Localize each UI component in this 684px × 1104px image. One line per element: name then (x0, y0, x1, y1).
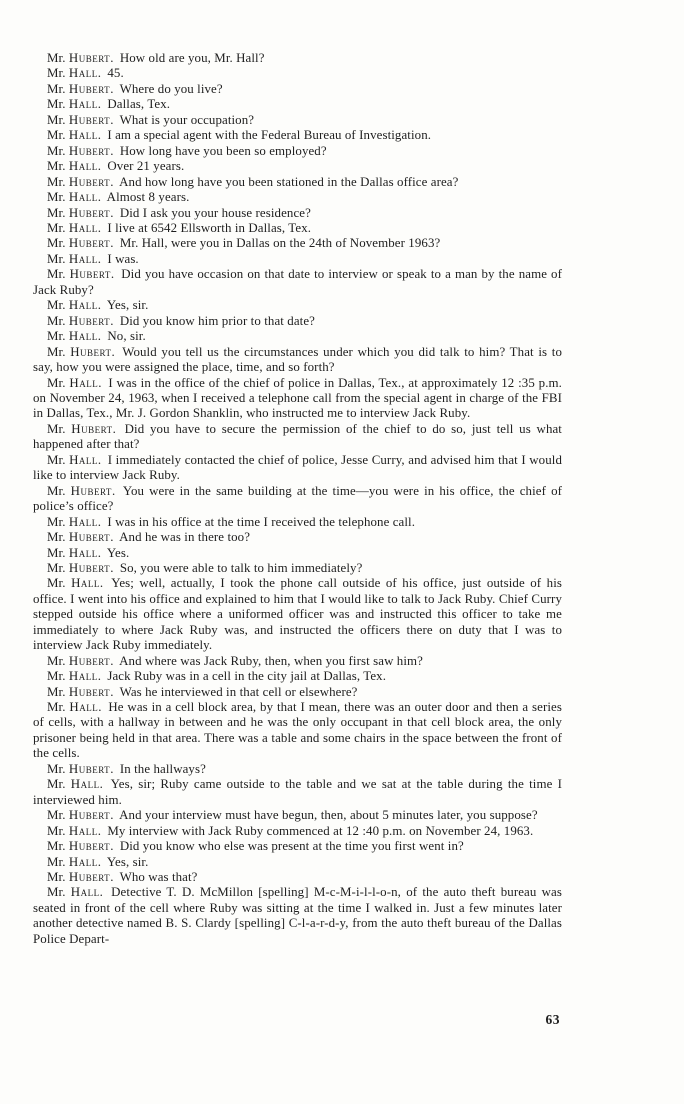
dialogue-paragraph (33, 113, 562, 128)
speaker-name: Mr. Hubert. (47, 870, 114, 885)
speaker-name: Mr. Hubert. (47, 205, 114, 220)
utterance-text: I was in the office of the chief of police in Dallas, Tex., at approximately 12 :35 p.m. on November 24, 1963, when I received a telephone call from the special agent in charge of the FBI in Dallas, Tex., Mr. J. Gordon Shanklin, who instructed me to interview Jack Ruby. (33, 375, 563, 421)
speaker-name: Mr. Hall. (47, 220, 102, 235)
speaker-name: Mr. Hubert. (47, 112, 114, 127)
speaker-name: Mr. Hall. (47, 576, 104, 591)
utterance-text: What is your occupation? (116, 112, 255, 127)
utterance-text: Dallas, Tex. (104, 97, 171, 112)
utterance-text: No, sir. (104, 329, 146, 344)
utterance-text: How long have you been so employed? (116, 143, 327, 158)
speaker-name: Mr. Hubert. (47, 174, 114, 189)
dialogue-paragraph (33, 298, 562, 313)
dialogue-paragraph (33, 144, 562, 159)
utterance-text: Over 21 years. (104, 159, 185, 174)
speaker-name: Mr. Hall. (47, 452, 102, 467)
speaker-name: Mr. Hall. (47, 298, 102, 313)
dialogue-paragraph (33, 190, 562, 205)
dialogue-paragraph (33, 422, 562, 453)
utterance-text: Yes, sir; Ruby came outside to the table and we sat at the table during the time I interviewed him. (33, 777, 563, 807)
dialogue-paragraph (33, 314, 562, 329)
speaker-name: Mr. Hall. (47, 854, 102, 869)
utterance-text: Did you know him prior to that date? (116, 313, 315, 328)
speaker-name: Mr. Hall. (47, 885, 103, 900)
speaker-name: Mr. Hubert. (47, 344, 115, 359)
dialogue-paragraph (33, 762, 562, 777)
utterance-text: Almost 8 years. (104, 190, 190, 205)
utterance-text: Yes, sir. (104, 298, 149, 313)
speaker-name: Mr. Hall. (47, 514, 102, 529)
speaker-name: Mr. Hubert. (47, 808, 114, 823)
speaker-name: Mr. Hall. (47, 159, 102, 174)
utterance-text: My interview with Jack Ruby commenced at 12 :40 p.m. on November 24, 1963. (104, 823, 534, 838)
speaker-name: Mr. Hubert. (47, 267, 115, 282)
speaker-name: Mr. Hall. (47, 251, 102, 266)
speaker-name: Mr. Hubert. (47, 684, 114, 699)
page-number: 63 (545, 1012, 560, 1027)
dialogue-paragraph (33, 530, 562, 545)
utterance-text: I was in his office at the time I received the telephone call. (104, 514, 416, 529)
dialogue-paragraph (33, 700, 562, 762)
utterance-text: Did you know who else was present at the time you first went in? (116, 839, 464, 854)
speaker-name: Mr. Hall. (47, 190, 102, 205)
speaker-name: Mr. Hall. (47, 375, 102, 390)
speaker-name: Mr. Hubert. (47, 81, 114, 96)
utterance-text: Was he interviewed in that cell or elsewhere? (116, 684, 358, 699)
dialogue-paragraph (33, 777, 562, 808)
speaker-name: Mr. Hall. (47, 97, 102, 112)
utterance-text: Did you have occasion on that date to interview or speak to a man by the name of Jack Ruby? (33, 267, 562, 297)
dialogue-paragraph (33, 561, 562, 576)
dialogue-paragraph (33, 66, 562, 81)
utterance-text: Yes; well, actually, I took the phone call outside of his office, just outside of his office. I went into his office and explained to him that I would like to talk to Jack Ruby. Chief Curry stepped outside his office where a uniformed officer was and instructed this officer to take me immediately to where Jack Ruby was, and instructed the officers there on duty that I was to interview Jack Ruby immediately. (33, 576, 562, 653)
dialogue-paragraph (33, 885, 562, 947)
speaker-name: Mr. Hubert. (47, 421, 116, 436)
utterance-text: And he was in there too? (116, 530, 251, 545)
utterance-text: You were in the same building at the time—you were in his office, the chief of police’s office? (33, 483, 563, 514)
speaker-name: Mr. Hubert. (47, 483, 116, 498)
dialogue-paragraph (33, 669, 562, 684)
dialogue-paragraph (33, 855, 562, 870)
dialogue-paragraph (33, 654, 562, 669)
dialogue-paragraph (33, 175, 562, 190)
utterance-text: Did I ask you your house residence? (116, 205, 311, 220)
speaker-name: Mr. Hall. (47, 545, 102, 560)
speaker-name: Mr. Hubert. (47, 560, 114, 575)
dialogue-paragraph (33, 824, 562, 839)
utterance-text: Would you tell us the circumstances under which you did talk to him? That is to say, how you were assigned the place, time, and so forth? (33, 344, 562, 375)
speaker-name: Mr. Hubert. (47, 761, 114, 776)
speaker-name: Mr. Hall. (47, 823, 102, 838)
utterance-text: Detective T. D. McMillon [spelling] M-c-M-i-l-l-o-n, of the auto theft bureau was seated in front of the cell where Ruby was sitting at the time I walked in. Just a few minutes later another detective named B. S. Clardy [spelling] C-l-a-r-d-y, from the auto theft bureau of the Dallas Police Depart- (33, 885, 562, 946)
speaker-name: Mr. Hall. (47, 700, 102, 715)
speaker-name: Mr. Hall. (47, 128, 102, 143)
utterance-text: Who was that? (116, 870, 198, 885)
utterance-text: And your interview must have begun, then, about 5 minutes later, you suppose? (116, 808, 538, 823)
dialogue-paragraph (33, 51, 562, 66)
dialogue-paragraph (33, 576, 562, 653)
utterance-text: And how long have you been stationed in the Dallas office area? (116, 174, 459, 189)
speaker-name: Mr. Hall. (47, 66, 102, 81)
speaker-name: Mr. Hall. (47, 669, 102, 684)
utterance-text: Mr. Hall, were you in Dallas on the 24th of November 1963? (116, 236, 441, 251)
dialogue-paragraph (33, 453, 562, 484)
dialogue-paragraph (33, 546, 562, 561)
dialogue-paragraph (33, 236, 562, 251)
dialogue-paragraph (33, 329, 562, 344)
utterance-text: I immediately contacted the chief of police, Jesse Curry, and advised him that I would like to interview Jack Ruby. (33, 452, 562, 483)
utterance-text: Did you have to secure the permission of the chief to do so, just tell us what happened after that? (33, 421, 562, 452)
utterance-text: In the hallways? (116, 761, 206, 776)
speaker-name: Mr. Hubert. (47, 313, 114, 328)
utterance-text: Yes. (104, 545, 130, 560)
utterance-text: I live at 6542 Ellsworth in Dallas, Tex. (104, 220, 312, 235)
utterance-text: And where was Jack Ruby, then, when you first saw him? (116, 653, 423, 668)
speaker-name: Mr. Hubert. (47, 236, 114, 251)
utterance-text: So, you were able to talk to him immediately? (116, 560, 363, 575)
dialogue-paragraph (33, 808, 562, 823)
dialogue-paragraph (33, 159, 562, 174)
speaker-name: Mr. Hubert. (47, 839, 114, 854)
speaker-name: Mr. Hall. (47, 329, 102, 344)
speaker-name: Mr. Hubert. (47, 51, 114, 65)
utterance-text: 45. (104, 66, 124, 81)
dialogue-paragraph (33, 221, 562, 236)
dialogue-paragraph (33, 685, 562, 700)
speaker-name: Mr. Hubert. (47, 530, 114, 545)
speaker-name: Mr. Hall. (47, 777, 103, 792)
dialogue-paragraph (33, 128, 562, 143)
utterance-text: Jack Ruby was in a cell in the city jail at Dallas, Tex. (104, 669, 387, 684)
dialogue-paragraph (33, 82, 562, 97)
dialogue-paragraph (33, 515, 562, 530)
speaker-name: Mr. Hubert. (47, 653, 114, 668)
utterance-text: I was. (104, 251, 139, 266)
dialogue-paragraph (33, 97, 562, 112)
utterance-text: He was in a cell block area, by that I mean, there was an outer door and then a series of cells, with a hallway in between and he was the only occupant in that cell block area, the only prisoner being held in that area. There was a table and some chairs in the space between the front of the cells. (33, 700, 562, 761)
transcript-body (33, 51, 562, 947)
dialogue-paragraph (33, 345, 562, 376)
utterance-text: How old are you, Mr. Hall? (116, 51, 265, 65)
utterance-text: Where do you live? (116, 81, 223, 96)
utterance-text: Yes, sir. (104, 854, 149, 869)
dialogue-paragraph (33, 252, 562, 267)
dialogue-paragraph (33, 839, 562, 854)
dialogue-paragraph (33, 267, 562, 298)
utterance-text: I am a special agent with the Federal Bureau of Investigation. (104, 128, 432, 143)
dialogue-paragraph (33, 484, 562, 515)
speaker-name: Mr. Hubert. (47, 143, 114, 158)
dialogue-paragraph (33, 870, 562, 885)
dialogue-paragraph (33, 376, 562, 422)
dialogue-paragraph (33, 206, 562, 221)
